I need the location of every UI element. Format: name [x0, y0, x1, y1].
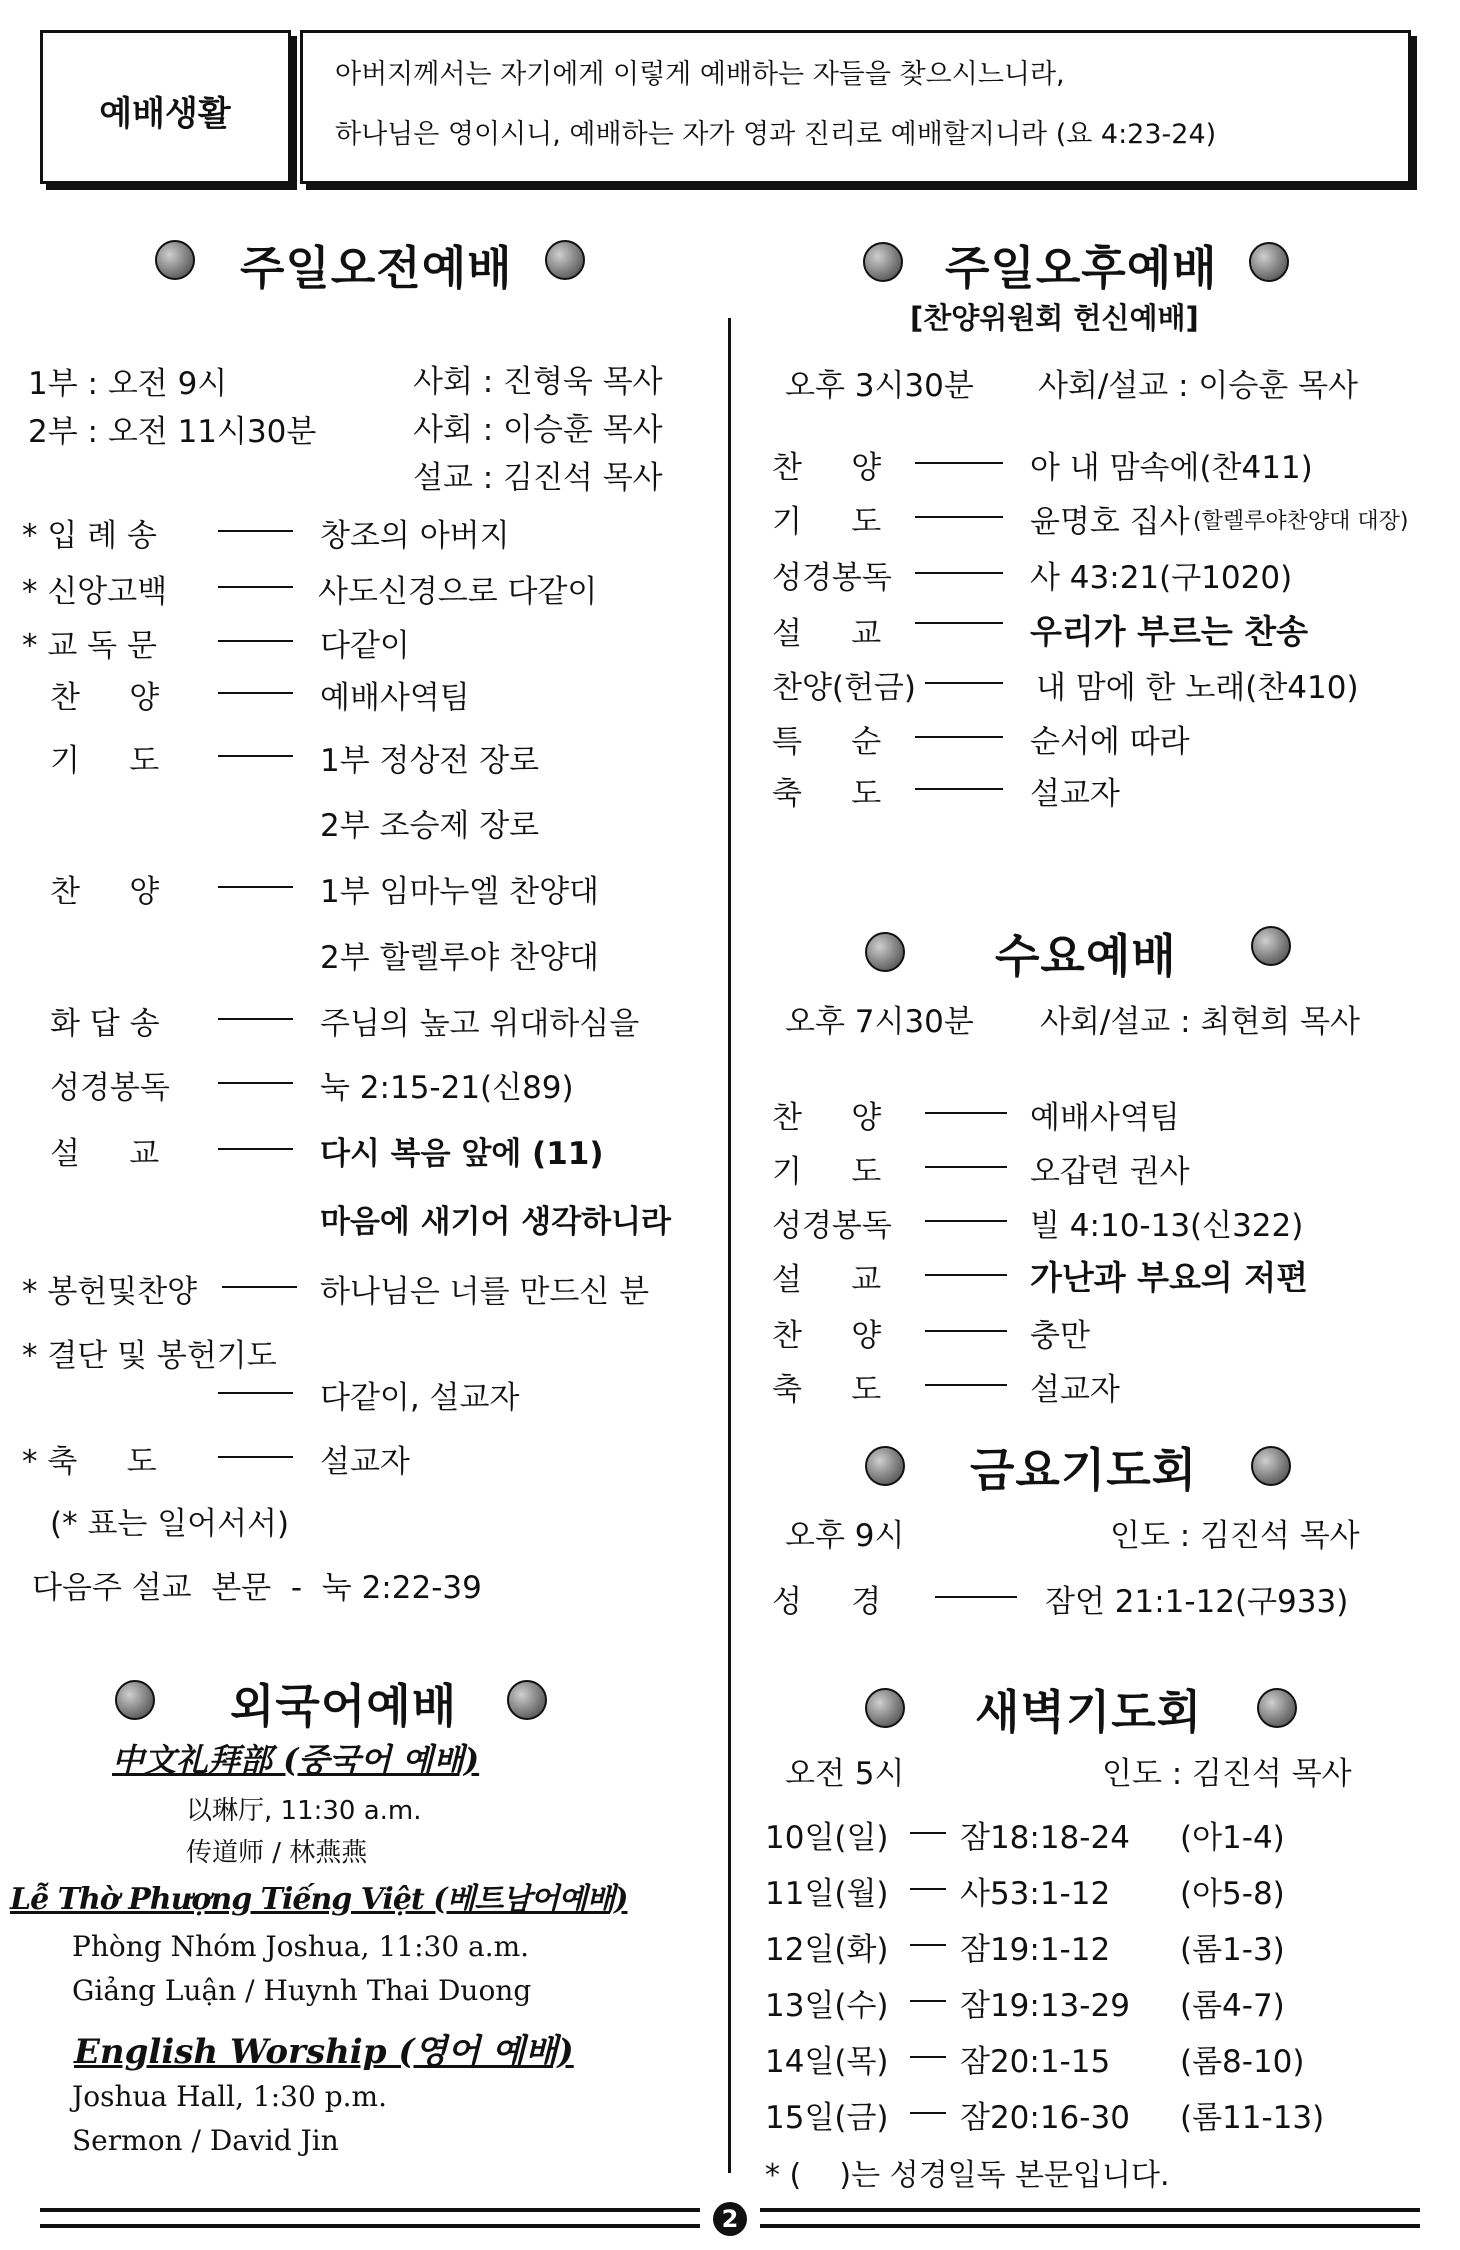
footer-rule-left — [40, 2224, 700, 2228]
morning-item-label: 기 도 — [50, 743, 160, 779]
column-divider — [728, 318, 731, 2173]
morning-item-label: 찬 양 — [50, 680, 160, 716]
bullet-circle-icon — [863, 242, 903, 282]
friday-bible-label: 성 경 — [772, 1584, 882, 1620]
dawn-note: * ( )는 성경일독 본문입니다. — [765, 2158, 1170, 2193]
bullet-circle-icon — [865, 932, 905, 972]
dash-line — [218, 1392, 293, 1394]
afternoon-subtitle: [찬양위원회 헌신예배] — [910, 301, 1199, 335]
page-number: 2 — [713, 2202, 747, 2236]
dash-line — [222, 1286, 297, 1288]
morning-host1: 사회 : 진형욱 목사 — [413, 364, 663, 400]
dash-line — [910, 2056, 946, 2058]
dash-line — [218, 1456, 293, 1458]
morning-host2: 사회 : 이승훈 목사 — [413, 412, 663, 448]
dawn-text: 잠19:1-12 — [960, 1932, 1111, 1968]
afternoon-item-value: 사 43:21(구1020) — [1030, 560, 1293, 596]
dash-line — [910, 2112, 946, 2114]
morning-item-label: * 축 도 — [22, 1444, 157, 1480]
friday-time: 오후 9시 — [785, 1518, 905, 1554]
morning-service2: 2부 : 오전 11시30분 — [28, 414, 317, 450]
afternoon-item-value: 순서에 따라 — [1030, 724, 1190, 760]
dash-line — [218, 640, 293, 642]
footer-rule-right — [760, 2224, 1420, 2228]
wednesday-item-label: 기 도 — [772, 1154, 882, 1190]
afternoon-sermon-title: 우리가 부르는 찬송 — [1030, 612, 1309, 651]
afternoon-item-value: 윤명호 집사 — [1030, 504, 1190, 540]
morning-item-label: 찬 양 — [50, 874, 160, 910]
morning-item-value: 눅 2:15-21(신89) — [320, 1070, 574, 1106]
dash-line — [910, 1888, 946, 1890]
dash-line — [915, 516, 1003, 518]
wednesday-host: 사회/설교 : 최현희 목사 — [1040, 1004, 1360, 1040]
friday-title: 금요기도회 — [970, 1443, 1198, 1497]
dawn-text: 잠18:18-24 — [960, 1820, 1130, 1856]
dawn-day: 14일(목) — [765, 2044, 889, 2080]
dawn-title: 새벽기도회 — [975, 1685, 1203, 1739]
vietnamese-service-line1: Phòng Nhóm Joshua, 11:30 a.m. — [72, 1930, 530, 1963]
footer-rule-left — [40, 2208, 700, 2212]
afternoon-prayer-note: (할렐루야찬양대 대장) — [1193, 509, 1409, 534]
dash-line — [910, 1944, 946, 1946]
wednesday-item-label: 설 교 — [772, 1262, 882, 1298]
afternoon-item-label: 기 도 — [772, 504, 882, 540]
dawn-day: 13일(수) — [765, 1988, 889, 2024]
chinese-service-line2: 传道师 / 林燕燕 — [186, 1838, 368, 1868]
morning-item-value2: 2부 할렐루야 찬양대 — [320, 940, 599, 976]
morning-item-label: * 입 례 송 — [22, 518, 157, 554]
afternoon-time: 오후 3시30분 — [785, 368, 974, 404]
dash-line — [935, 1596, 1017, 1598]
header-verse-line1: 아버지께서는 자기에게 이렇게 예배하는 자들을 찾으시느니라, — [335, 59, 1065, 90]
dawn-time: 오전 5시 — [785, 1756, 905, 1792]
afternoon-item-label: 찬 양 — [772, 450, 882, 486]
morning-item-value: 주님의 높고 위대하심을 — [320, 1006, 640, 1042]
standing-note: (* 표는 일어서서) — [50, 1506, 290, 1542]
wednesday-item-value: 예배사역팀 — [1030, 1100, 1180, 1136]
dash-line — [915, 572, 1003, 574]
bullet-circle-icon — [545, 240, 585, 280]
sermon-title-line2: 마음에 새기어 생각하니라 — [320, 1204, 671, 1240]
morning-item-value: 다같이, 설교자 — [320, 1380, 520, 1416]
dawn-paren: (아1-4) — [1180, 1820, 1285, 1856]
morning-item-label: * 교 독 문 — [22, 628, 157, 664]
wednesday-title: 수요예배 — [995, 929, 1177, 983]
afternoon-item-label: 설 교 — [772, 616, 882, 652]
morning-item-label: 화 답 송 — [50, 1006, 160, 1042]
morning-item-value: 예배사역팀 — [320, 680, 470, 716]
dash-line — [925, 1330, 1007, 1332]
wednesday-item-value: 설교자 — [1030, 1372, 1120, 1408]
morning-item-value2: 2부 조승제 장로 — [320, 808, 540, 844]
dash-line — [910, 2000, 946, 2002]
dawn-text: 사53:1-12 — [960, 1876, 1111, 1912]
wednesday-time: 오후 7시30분 — [785, 1004, 974, 1040]
vietnamese-service-line2: Giảng Luận / Huynh Thai Duong — [72, 1974, 532, 2007]
dawn-paren: (롬4-7) — [1180, 1988, 1285, 2024]
morning-item-label: 설 교 — [50, 1136, 160, 1172]
dash-line — [218, 1082, 293, 1084]
morning-preacher: 설교 : 김진석 목사 — [413, 460, 663, 496]
dash-line — [910, 1832, 946, 1834]
bullet-circle-icon — [865, 1688, 905, 1728]
friday-bible-value: 잠언 21:1-12(구933) — [1045, 1584, 1349, 1620]
sermon-title: 다시 복음 앞에 (11) — [320, 1136, 604, 1172]
bullet-circle-icon — [115, 1680, 155, 1720]
morning-item-value: 1부 임마누엘 찬양대 — [320, 874, 599, 910]
dash-line — [218, 1148, 293, 1150]
dawn-day: 10일(일) — [765, 1820, 889, 1856]
wednesday-item-value: 충만 — [1030, 1318, 1090, 1354]
afternoon-item-label: 성경봉독 — [772, 560, 892, 596]
dash-line — [925, 1166, 1007, 1168]
dawn-text: 잠20:1-15 — [960, 2044, 1111, 2080]
dash-line — [925, 1220, 1007, 1222]
dash-line — [925, 682, 1003, 684]
dash-line — [218, 586, 293, 588]
dash-line — [218, 530, 293, 532]
afternoon-item-label: 축 도 — [772, 776, 882, 812]
dawn-leader: 인도 : 김진석 목사 — [1102, 1756, 1352, 1792]
dawn-paren: (롬1-3) — [1180, 1932, 1285, 1968]
morning-service1: 1부 : 오전 9시 — [28, 366, 228, 402]
afternoon-item-label: 찬양(헌금) — [772, 670, 916, 706]
morning-item-value: 사도신경으로 다같이 — [318, 574, 598, 610]
morning-item-label: * 신앙고백 — [22, 574, 168, 610]
bullet-circle-icon — [865, 1446, 905, 1486]
wednesday-item-label: 찬 양 — [772, 1100, 882, 1136]
foreign-title: 외국어예배 — [230, 1679, 458, 1733]
vietnamese-service-title: Lễ Thờ Phượng Tiếng Việt (베트남어예배) — [10, 1882, 628, 1917]
dawn-text: 잠20:16-30 — [960, 2100, 1130, 2136]
dawn-paren: (아5-8) — [1180, 1876, 1285, 1912]
next-week-text: 다음주 설교 본문 - 눅 2:22-39 — [32, 1570, 482, 1606]
morning-item-label: * 봉헌및찬양 — [22, 1274, 198, 1310]
dash-line — [218, 692, 293, 694]
morning-item-label: 성경봉독 — [50, 1070, 170, 1106]
bullet-circle-icon — [1249, 242, 1289, 282]
dash-line — [218, 886, 293, 888]
dash-line — [218, 755, 293, 757]
bullet-circle-icon — [507, 1680, 547, 1720]
wednesday-item-label: 성경봉독 — [772, 1208, 892, 1244]
dawn-day: 11일(월) — [765, 1876, 889, 1912]
dash-line — [218, 1018, 293, 1020]
header-verse-line2: 하나님은 영이시니, 예배하는 자가 영과 진리로 예배할지니라 (요 4:23-24) — [335, 119, 1217, 150]
wednesday-sermon-title: 가난과 부요의 저편 — [1030, 1258, 1309, 1297]
english-service-line1: Joshua Hall, 1:30 p.m. — [72, 2080, 387, 2113]
dash-line — [925, 1112, 1007, 1114]
afternoon-item-value: 내 맘에 한 노래(찬410) — [1036, 670, 1359, 706]
morning-item-value: 설교자 — [320, 1444, 410, 1480]
header-label: 예배생활 — [99, 94, 231, 134]
afternoon-item-label: 특 순 — [772, 724, 882, 760]
dash-line — [925, 1384, 1007, 1386]
friday-leader: 인도 : 김진석 목사 — [1110, 1518, 1360, 1554]
bullet-circle-icon — [1251, 1446, 1291, 1486]
wednesday-item-value: 빌 4:10-13(신322) — [1030, 1208, 1304, 1244]
afternoon-item-value: 아 내 맘속에(찬411) — [1030, 450, 1313, 486]
dash-line — [915, 462, 1003, 464]
dash-line — [925, 1274, 1007, 1276]
bullet-circle-icon — [1257, 1688, 1297, 1728]
morning-title: 주일오전예배 — [240, 241, 513, 295]
wednesday-item-label: 축 도 — [772, 1372, 882, 1408]
chinese-service-line1: 以琳厅, 11:30 a.m. — [186, 1796, 422, 1826]
wednesday-item-label: 찬 양 — [772, 1318, 882, 1354]
dawn-text: 잠19:13-29 — [960, 1988, 1130, 2024]
afternoon-host: 사회/설교 : 이승훈 목사 — [1038, 368, 1358, 404]
english-service-title: English Worship (영어 예배) — [74, 2032, 574, 2072]
bullet-circle-icon — [1251, 926, 1291, 966]
dawn-paren: (롬8-10) — [1180, 2044, 1305, 2080]
afternoon-title: 주일오후예배 — [945, 241, 1218, 295]
morning-item-value: 다같이 — [320, 628, 410, 664]
dawn-day: 12일(화) — [765, 1932, 889, 1968]
morning-item-label: * 결단 및 봉헌기도 — [22, 1338, 277, 1374]
chinese-service-title: 中文礼拜部 (중국어 예배) — [112, 1741, 480, 1779]
dash-line — [915, 622, 1003, 624]
english-service-line2: Sermon / David Jin — [72, 2124, 339, 2157]
afternoon-item-value: 설교자 — [1030, 776, 1120, 812]
dawn-day: 15일(금) — [765, 2100, 889, 2136]
bullet-circle-icon — [155, 240, 195, 280]
morning-item-value: 창조의 아버지 — [320, 518, 510, 554]
dash-line — [915, 736, 1003, 738]
dawn-paren: (롬11-13) — [1180, 2100, 1325, 2136]
morning-item-value: 하나님은 너를 만드신 분 — [320, 1274, 650, 1310]
morning-item-value: 1부 정상전 장로 — [320, 743, 540, 779]
footer-rule-right — [760, 2208, 1420, 2212]
wednesday-item-value: 오갑련 권사 — [1030, 1154, 1190, 1190]
dash-line — [915, 788, 1003, 790]
